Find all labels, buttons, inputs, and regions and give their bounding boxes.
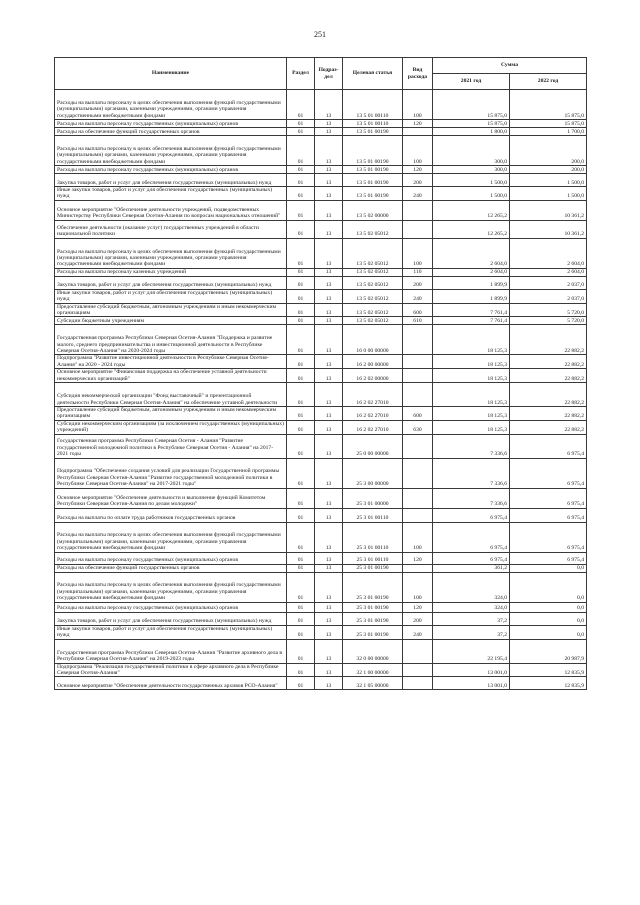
row-expense-type-cell: 110: [403, 268, 433, 276]
table-row: [55, 572, 587, 602]
row-2022-cell: 0,0: [510, 602, 587, 612]
row-subsection-cell: 13: [315, 220, 343, 238]
row-2022-cell: 1 700,0: [510, 128, 587, 136]
row-subsection-cell: 13: [315, 564, 343, 572]
row-2021-cell: 12 265,2: [433, 220, 510, 238]
row-target-cell: 25 3 00 00000: [343, 458, 403, 488]
row-subsection-cell: 13: [315, 458, 343, 488]
table-row: [55, 369, 587, 383]
row-section-cell: 01: [287, 120, 315, 128]
row-section-cell: 01: [287, 355, 315, 369]
row-subsection-cell: 13: [315, 522, 343, 552]
row-2022-cell: 22 882,2: [510, 383, 587, 407]
row-section-cell: 01: [287, 552, 315, 564]
row-target-cell: 16 2 02 00000: [343, 369, 403, 383]
row-target-cell: 13 5 02 05012: [343, 317, 403, 325]
row-name-cell: Расходы на выплаты персоналу государственных (муниципальных) органов: [55, 120, 287, 128]
row-2022-cell: 2 604,0: [510, 238, 587, 268]
row-2022-cell: 10 361,2: [510, 220, 587, 238]
row-name-cell: Основное мероприятие "Обеспечение деятельности государственных архивов РСО-Алания": [55, 677, 287, 690]
row-2022-cell: 6 975,4: [510, 488, 587, 508]
row-section-cell: 01: [287, 220, 315, 238]
row-section-cell: 01: [287, 625, 315, 639]
table-header: [55, 58, 587, 90]
table-row: [55, 90, 587, 120]
row-section-cell: 01: [287, 677, 315, 690]
row-name-cell: Расходы на выплаты персоналу государственных (муниципальных) органов: [55, 166, 287, 174]
table-row: [55, 166, 587, 174]
row-2022-cell: 22 882,2: [510, 325, 587, 355]
row-2022-cell: 12 835,9: [510, 663, 587, 677]
row-target-cell: 25 0 00 00000: [343, 434, 403, 458]
row-subsection-cell: 13: [315, 552, 343, 564]
row-2021-cell: 324,0: [433, 602, 510, 612]
row-subsection-cell: 13: [315, 369, 343, 383]
row-target-cell: 13 5 01 00110: [343, 120, 403, 128]
row-2022-cell: 2 604,0: [510, 268, 587, 276]
row-expense-type-cell: 200: [403, 276, 433, 289]
table-row: [55, 383, 587, 407]
row-2021-cell: 300,0: [433, 136, 510, 166]
row-name-cell: Закупка товаров, работ и услуг для обеспечения государственных (муниципальных) нужд: [55, 276, 287, 289]
table-row: [55, 289, 587, 303]
table-row: [55, 612, 587, 625]
row-2022-cell: 1 500,0: [510, 187, 587, 201]
row-target-cell: 25 3 01 00110: [343, 508, 403, 522]
row-name-cell: Подпрограмма "Обеспечение создания условий для реализации Государственной программы Республики Северная Осетия-Алания "Развитие государственной молодежной политики в Республике Северная Осетия-Алания" на 2017-2021 годы": [55, 458, 287, 488]
row-2022-cell: 6 975,4: [510, 552, 587, 564]
row-subsection-cell: 13: [315, 488, 343, 508]
row-expense-type-cell: 200: [403, 174, 433, 187]
row-name-cell: Расходы на выплаты персоналу в целях обеспечения выполнения функций государственными (муниципальными) органами, казенными учреждениями, органами управления государственными внебюджетными фондами: [55, 522, 287, 552]
row-name-cell: Государственная программа Республики Северная Осетия-Алания "Развитие архивного дела в Республике Северная Осетия-Алания" на 2019-2023 годы: [55, 639, 287, 663]
row-2021-cell: 37,2: [433, 612, 510, 625]
header-sum: Сумма: [433, 58, 587, 74]
row-subsection-cell: 13: [315, 136, 343, 166]
row-target-cell: 16 0 00 00000: [343, 325, 403, 355]
row-subsection-cell: 13: [315, 602, 343, 612]
row-expense-type-cell: 100: [403, 136, 433, 166]
row-expense-type-cell: 100: [403, 90, 433, 120]
row-expense-type-cell: 240: [403, 625, 433, 639]
row-target-cell: 25 3 01 00190: [343, 612, 403, 625]
row-name-cell: Расходы на выплаты по оплате труда работников государственных органов: [55, 508, 287, 522]
row-2021-cell: 18 125,3: [433, 355, 510, 369]
table-row: [55, 128, 587, 136]
row-name-cell: Расходы на выплаты персоналу в целях обеспечения выполнения функций государственными (муниципальными) органами, казенными учреждениями, органами управления государственными внебюджетными фондами: [55, 238, 287, 268]
row-section-cell: 01: [287, 200, 315, 220]
row-target-cell: 32 1 00 00000: [343, 663, 403, 677]
row-subsection-cell: 13: [315, 325, 343, 355]
row-2022-cell: 22 882,2: [510, 407, 587, 421]
row-name-cell: Государственная программа Республики Северная Осетия-Алания "Поддержка и развитие малого, среднего предпринимательства и инвестиционной деятельности в Республике Северная Осетия-Алания" на 2020-2024 годы: [55, 325, 287, 355]
row-target-cell: 32 0 00 00000: [343, 639, 403, 663]
row-subsection-cell: 13: [315, 639, 343, 663]
row-section-cell: 01: [287, 612, 315, 625]
row-subsection-cell: 13: [315, 90, 343, 120]
row-section-cell: 01: [287, 187, 315, 201]
row-section-cell: 01: [287, 174, 315, 187]
row-name-cell: Обеспечение деятельности (оказание услуг) государственных учреждений в области национальной политики: [55, 220, 287, 238]
row-expense-type-cell: [403, 200, 433, 220]
row-expense-type-cell: [403, 434, 433, 458]
row-2021-cell: 2 604,0: [433, 238, 510, 268]
row-section-cell: 01: [287, 289, 315, 303]
row-name-cell: Расходы на выплаты персоналу в целях обеспечения выполнения функций государственными (муниципальными) органами, казенными учреждениями, органами управления государственными внебюджетными фондами: [55, 136, 287, 166]
row-subsection-cell: 13: [315, 128, 343, 136]
row-target-cell: 25 3 01 00000: [343, 488, 403, 508]
row-target-cell: 13 5 01 00190: [343, 187, 403, 201]
row-section-cell: 01: [287, 369, 315, 383]
row-subsection-cell: 13: [315, 508, 343, 522]
row-2022-cell: 6 975,4: [510, 508, 587, 522]
row-subsection-cell: 13: [315, 317, 343, 325]
row-target-cell: 13 5 02 05012: [343, 303, 403, 317]
row-2022-cell: 2 037,0: [510, 289, 587, 303]
row-expense-type-cell: [403, 564, 433, 572]
row-subsection-cell: 13: [315, 187, 343, 201]
header-name: Наименование: [55, 58, 287, 90]
row-2022-cell: 6 975,4: [510, 434, 587, 458]
row-2021-cell: 7 336,6: [433, 434, 510, 458]
row-expense-type-cell: 240: [403, 187, 433, 201]
row-expense-type-cell: [403, 663, 433, 677]
row-target-cell: 16 2 02 27010: [343, 420, 403, 434]
row-2022-cell: 2 037,0: [510, 276, 587, 289]
row-name-cell: Иные закупки товаров, работ и услуг для обеспечения государственных (муниципальных) нужд: [55, 625, 287, 639]
table-row: [55, 488, 587, 508]
row-name-cell: Субсидии некоммерческим организациям (за исключением государственных (муниципальных) учреждений): [55, 420, 287, 434]
row-section-cell: 01: [287, 317, 315, 325]
row-name-cell: Подпрограмма "Реализация государственной политики в сфере архивного дела в Республике Северная Осетия-Алания": [55, 663, 287, 677]
row-name-cell: Расходы на выплаты персоналу в целях обеспечения выполнения функций государственными (муниципальными) органами, казенными учреждениями, органами управления государственными внебюджетными фондами: [55, 90, 287, 120]
row-2021-cell: 18 125,3: [433, 325, 510, 355]
table-row: [55, 303, 587, 317]
row-target-cell: 13 5 02 05012: [343, 220, 403, 238]
row-expense-type-cell: [403, 488, 433, 508]
header-2022: 2022 год: [510, 74, 587, 90]
row-section-cell: 01: [287, 325, 315, 355]
row-subsection-cell: 13: [315, 663, 343, 677]
budget-table: [54, 57, 587, 690]
row-target-cell: 13 5 02 05012: [343, 268, 403, 276]
row-expense-type-cell: [403, 128, 433, 136]
table-row: [55, 355, 587, 369]
table-row: [55, 420, 587, 434]
row-target-cell: 32 1 05 00000: [343, 677, 403, 690]
row-2021-cell: 1 500,0: [433, 174, 510, 187]
row-name-cell: Расходы на выплаты персоналу государственных (муниципальных) органов: [55, 602, 287, 612]
table-row: [55, 268, 587, 276]
row-section-cell: 01: [287, 268, 315, 276]
row-subsection-cell: 13: [315, 303, 343, 317]
row-2021-cell: 18 125,3: [433, 420, 510, 434]
table-row: [55, 564, 587, 572]
table-row: [55, 508, 587, 522]
row-name-cell: Субсидия некоммерческой организации "Фонд выставочный" и презентационной деятельности Республики Северная Осетия-Алания" на обеспечение уставной деятельности: [55, 383, 287, 407]
row-section-cell: 01: [287, 488, 315, 508]
row-2021-cell: 1 500,0: [433, 187, 510, 201]
row-2021-cell: 1 800,0: [433, 128, 510, 136]
row-expense-type-cell: [403, 383, 433, 407]
row-subsection-cell: 13: [315, 572, 343, 602]
row-subsection-cell: 13: [315, 268, 343, 276]
row-name-cell: Государственная программа Республики Северная Осетия - Алания "Развитие государственной молодежной политики в Республике Северная Осетия - Алания" на 2017-2021 годы: [55, 434, 287, 458]
table-row: [55, 677, 587, 690]
table-row: [55, 663, 587, 677]
row-subsection-cell: 13: [315, 420, 343, 434]
row-2021-cell: 7 336,6: [433, 458, 510, 488]
row-name-cell: Расходы на обеспечение функций государственных органов: [55, 128, 287, 136]
table-row: [55, 522, 587, 552]
row-target-cell: 25 3 01 00190: [343, 625, 403, 639]
row-name-cell: Расходы на выплаты персоналу казенных учреждений: [55, 268, 287, 276]
row-expense-type-cell: [403, 220, 433, 238]
table-row: [55, 276, 587, 289]
row-2021-cell: 6 975,4: [433, 508, 510, 522]
row-target-cell: 25 3 01 00110: [343, 552, 403, 564]
row-target-cell: 13 5 02 00000: [343, 200, 403, 220]
row-name-cell: Расходы на выплаты персоналу в целях обеспечения выполнения функций государственными (муниципальными) органами, казенными учреждениями, органами управления государственными внебюджетными фондами: [55, 572, 287, 602]
table-row: [55, 187, 587, 201]
header-2021: 2021 год: [433, 74, 510, 90]
table-row: [55, 602, 587, 612]
row-section-cell: 01: [287, 434, 315, 458]
row-2021-cell: 15 875,0: [433, 120, 510, 128]
row-name-cell: Предоставление субсидий бюджетным, автономным учреждениям и иным некоммерческим организациям: [55, 303, 287, 317]
table-row: [55, 434, 587, 458]
row-2022-cell: 5 720,0: [510, 317, 587, 325]
row-2022-cell: 0,0: [510, 572, 587, 602]
row-name-cell: Закупка товаров, работ и услуг для обеспечения государственных (муниципальных) нужд: [55, 174, 287, 187]
row-2022-cell: 5 720,0: [510, 303, 587, 317]
row-expense-type-cell: [403, 508, 433, 522]
row-section-cell: 01: [287, 166, 315, 174]
row-2021-cell: 7 336,6: [433, 488, 510, 508]
table-row: [55, 625, 587, 639]
row-section-cell: 01: [287, 572, 315, 602]
row-expense-type-cell: 120: [403, 166, 433, 174]
row-2022-cell: 22 882,2: [510, 369, 587, 383]
row-subsection-cell: 13: [315, 166, 343, 174]
page-number: 251: [314, 30, 326, 39]
row-section-cell: 01: [287, 303, 315, 317]
row-section-cell: 01: [287, 238, 315, 268]
row-section-cell: 01: [287, 90, 315, 120]
row-target-cell: 25 3 01 00190: [343, 602, 403, 612]
row-2022-cell: 22 882,2: [510, 355, 587, 369]
row-subsection-cell: 13: [315, 276, 343, 289]
row-subsection-cell: 13: [315, 677, 343, 690]
table-row: [55, 174, 587, 187]
row-expense-type-cell: 120: [403, 602, 433, 612]
row-2022-cell: 0,0: [510, 564, 587, 572]
row-2021-cell: 15 875,0: [433, 90, 510, 120]
row-name-cell: Иные закупки товаров, работ и услуг для обеспечения государственных (муниципальных) нужд: [55, 289, 287, 303]
row-2021-cell: 6 975,4: [433, 522, 510, 552]
row-expense-type-cell: 100: [403, 572, 433, 602]
row-target-cell: 13 5 02 05012: [343, 238, 403, 268]
row-2022-cell: 0,0: [510, 612, 587, 625]
row-section-cell: 01: [287, 564, 315, 572]
row-expense-type-cell: 100: [403, 238, 433, 268]
row-subsection-cell: 13: [315, 625, 343, 639]
row-section-cell: 01: [287, 663, 315, 677]
row-2021-cell: 22 195,4: [433, 639, 510, 663]
row-name-cell: Субсидии бюджетным учреждениям: [55, 317, 287, 325]
row-subsection-cell: 13: [315, 407, 343, 421]
row-name-cell: Основное мероприятие "Обеспечение деятельности и выполнение функций Комитетом Республики Северная Осетия-Алания по делам молодежи": [55, 488, 287, 508]
row-2022-cell: 6 975,4: [510, 458, 587, 488]
header-expense-type: Вид расхода: [403, 58, 433, 90]
row-2022-cell: 10 361,2: [510, 200, 587, 220]
row-2022-cell: 1 500,0: [510, 174, 587, 187]
row-name-cell: Расходы на выплаты персоналу государственных (муниципальных) органов: [55, 552, 287, 564]
row-expense-type-cell: [403, 639, 433, 663]
row-expense-type-cell: 100: [403, 522, 433, 552]
row-section-cell: 01: [287, 276, 315, 289]
row-expense-type-cell: 240: [403, 289, 433, 303]
row-target-cell: 16 2 00 00000: [343, 355, 403, 369]
row-section-cell: 01: [287, 508, 315, 522]
table-row: [55, 200, 587, 220]
row-2021-cell: 361,2: [433, 564, 510, 572]
row-expense-type-cell: 630: [403, 420, 433, 434]
row-2022-cell: 0,0: [510, 625, 587, 639]
row-target-cell: 13 5 02 05012: [343, 276, 403, 289]
row-section-cell: 01: [287, 383, 315, 407]
row-2021-cell: 37,2: [433, 625, 510, 639]
row-2022-cell: 15 875,0: [510, 90, 587, 120]
row-section-cell: 01: [287, 128, 315, 136]
row-name-cell: Расходы на обеспечение функций государственных органов: [55, 564, 287, 572]
row-section-cell: 01: [287, 602, 315, 612]
row-target-cell: 13 5 01 00190: [343, 128, 403, 136]
row-target-cell: 16 2 02 27010: [343, 407, 403, 421]
row-2021-cell: 18 125,3: [433, 383, 510, 407]
row-2021-cell: 2 604,0: [433, 268, 510, 276]
row-name-cell: Иные закупки товаров, работ и услуг для обеспечения государственных (муниципальных) нужд: [55, 187, 287, 201]
row-section-cell: 01: [287, 136, 315, 166]
row-expense-type-cell: 200: [403, 612, 433, 625]
row-2021-cell: 7 761,4: [433, 303, 510, 317]
row-2021-cell: 13 001,0: [433, 677, 510, 690]
table-row: [55, 325, 587, 355]
row-name-cell: Основное мероприятие "Обеспечение деятельности учреждений, подведомственных Министерству Республики Северная Осетия-Алания по вопросам национальных отношений": [55, 200, 287, 220]
row-subsection-cell: 13: [315, 238, 343, 268]
row-target-cell: 25 3 01 00190: [343, 564, 403, 572]
row-subsection-cell: 13: [315, 612, 343, 625]
table-row: [55, 458, 587, 488]
row-expense-type-cell: 610: [403, 317, 433, 325]
row-name-cell: Подпрограмма "Развитие инвестиционной деятельности в Республике Северная Осетия-Алания" на 2020 - 2024 годы: [55, 355, 287, 369]
row-2022-cell: 200,0: [510, 136, 587, 166]
row-name-cell: Закупка товаров, работ и услуг для обеспечения государственных (муниципальных) нужд: [55, 612, 287, 625]
row-section-cell: 01: [287, 407, 315, 421]
row-name-cell: Основное мероприятие "Финансовая поддержка на обеспечение уставной деятельности некоммерческих организаций": [55, 369, 287, 383]
row-target-cell: 25 3 01 00190: [343, 572, 403, 602]
table-row: [55, 639, 587, 663]
row-2021-cell: 1 899,9: [433, 289, 510, 303]
table-row: [55, 120, 587, 128]
table-body: [55, 90, 587, 690]
table-row: [55, 238, 587, 268]
row-expense-type-cell: [403, 325, 433, 355]
row-2021-cell: 13 001,0: [433, 663, 510, 677]
row-subsection-cell: 13: [315, 434, 343, 458]
table-row: [55, 317, 587, 325]
row-2021-cell: 6 975,4: [433, 552, 510, 564]
header-section: Раздел: [287, 58, 315, 90]
row-section-cell: 01: [287, 522, 315, 552]
table-row: [55, 136, 587, 166]
row-target-cell: 13 5 01 00190: [343, 174, 403, 187]
row-subsection-cell: 13: [315, 120, 343, 128]
row-subsection-cell: 13: [315, 383, 343, 407]
row-subsection-cell: 13: [315, 174, 343, 187]
row-2022-cell: 200,0: [510, 166, 587, 174]
row-expense-type-cell: 120: [403, 552, 433, 564]
row-2021-cell: 12 265,2: [433, 200, 510, 220]
row-target-cell: 13 5 02 05012: [343, 289, 403, 303]
row-2021-cell: 324,0: [433, 572, 510, 602]
row-expense-type-cell: [403, 355, 433, 369]
row-expense-type-cell: 600: [403, 407, 433, 421]
row-expense-type-cell: [403, 677, 433, 690]
row-2021-cell: 1 899,9: [433, 276, 510, 289]
row-section-cell: 01: [287, 420, 315, 434]
row-name-cell: Предоставление субсидий бюджетным, автономным учреждениям и иным некоммерческим организациям: [55, 407, 287, 421]
table-row: [55, 552, 587, 564]
row-expense-type-cell: [403, 458, 433, 488]
row-2021-cell: 18 125,3: [433, 369, 510, 383]
row-expense-type-cell: 120: [403, 120, 433, 128]
row-expense-type-cell: 600: [403, 303, 433, 317]
row-2022-cell: 6 975,4: [510, 522, 587, 552]
row-2022-cell: 22 882,2: [510, 420, 587, 434]
row-subsection-cell: 13: [315, 200, 343, 220]
row-2021-cell: 18 125,3: [433, 407, 510, 421]
header-target: Целевая статья: [343, 58, 403, 90]
row-subsection-cell: 13: [315, 355, 343, 369]
row-target-cell: 13 5 01 00110: [343, 90, 403, 120]
row-2022-cell: 15 875,0: [510, 120, 587, 128]
row-target-cell: 25 3 01 00110: [343, 522, 403, 552]
table-row: [55, 220, 587, 238]
row-target-cell: 13 5 01 00190: [343, 136, 403, 166]
row-2021-cell: 300,0: [433, 166, 510, 174]
table-row: [55, 407, 587, 421]
row-target-cell: 16 2 02 27010: [343, 383, 403, 407]
row-2021-cell: 7 761,4: [433, 317, 510, 325]
row-section-cell: 01: [287, 458, 315, 488]
row-2022-cell: 20 987,9: [510, 639, 587, 663]
row-2022-cell: 12 835,9: [510, 677, 587, 690]
header-subsection: Подраз-дел: [315, 58, 343, 90]
row-subsection-cell: 13: [315, 289, 343, 303]
row-expense-type-cell: [403, 369, 433, 383]
row-section-cell: 01: [287, 639, 315, 663]
row-target-cell: 13 5 01 00190: [343, 166, 403, 174]
